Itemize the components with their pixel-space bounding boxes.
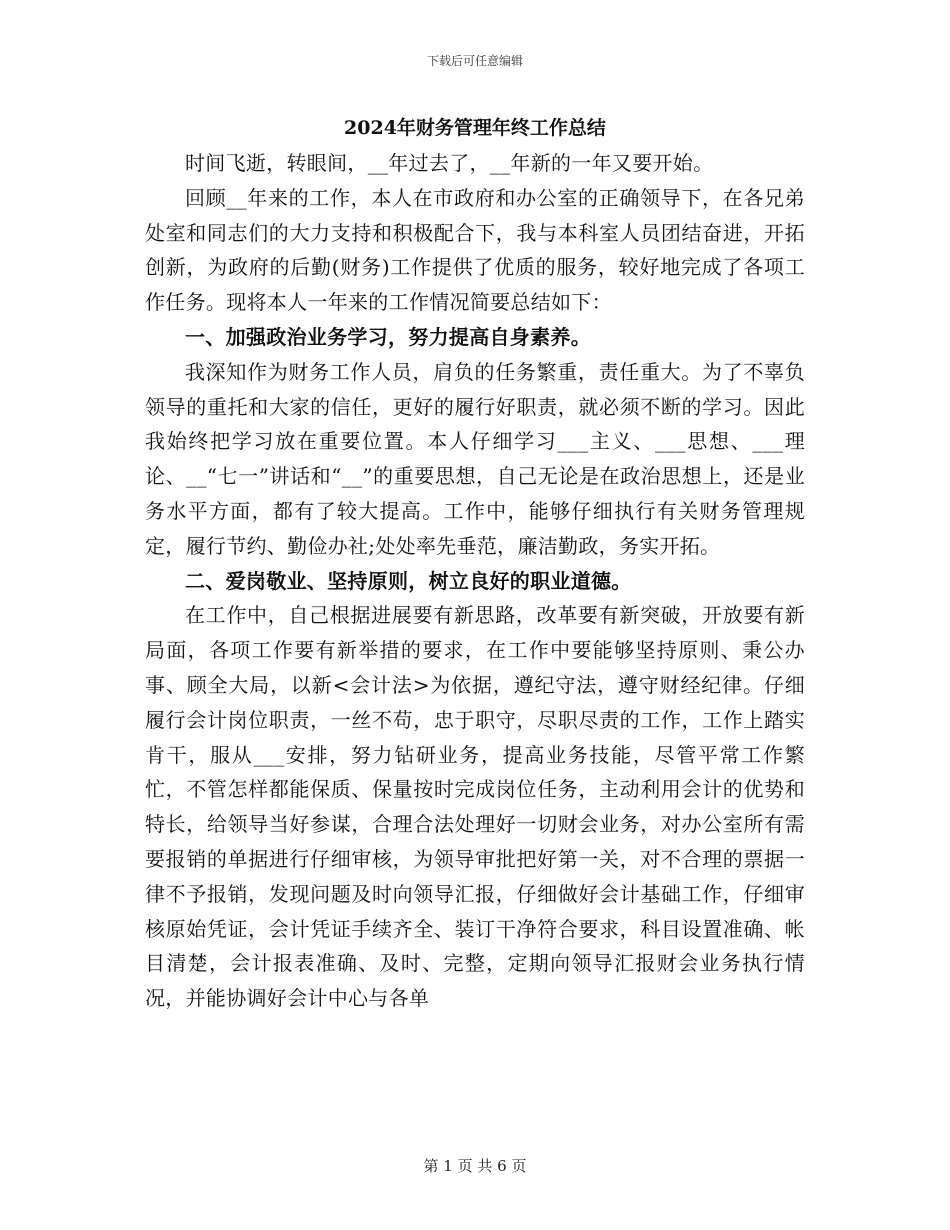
intro-paragraph: 时间飞逝，转眼间，__年过去了，__年新的一年又要开始。	[185, 151, 714, 175]
page-number: 第 1 页 共 6 页	[423, 1157, 527, 1175]
document-body	[145, 146, 805, 1016]
section-1-paragraph: 我深知作为财务工作人员，肩负的任务繁重，责任重大。为了不辜负领导的重托和大家的信任，更好的履行好职责，就必须不断的学习。因此我始终把学习放在重要位置。本人仔细学习___主义、___思想、___理论、__“七一”讲话和“__”的重要思想，自己无论是在政治思想上，还是业务水平方面，都有了较大提高。工作中，能够仔细执行有关财务管理规定，履行节约、勤俭办社;处处率先垂范，廉洁勤政，务实开拓。	[145, 359, 805, 558]
document-title: 2024年财务管理年终工作总结	[344, 117, 606, 139]
section-heading-2: 二、爱岗敬业、坚持原则，树立良好的职业道德。	[185, 568, 632, 593]
section-heading-1: 一、加强政治业务学习，努力提高自身素养。	[185, 324, 591, 349]
page-header-note: 下载后可任意编辑	[426, 54, 523, 68]
review-paragraph: 回顾__年来的工作，本人在市政府和办公室的正确领导下，在各兄弟处室和同志们的大力支持和积极配合下，我与本科室人员团结奋进，开拓创新，为政府的后勤(财务)工作提供了优质的服务，较好地完成了各项工作任务。现将本人一年来的工作情况简要总结如下：	[145, 185, 805, 315]
section-2-paragraph: 在工作中，自己根据进展要有新思路，改革要有新突破，开放要有新局面，各项工作要有新举措的要求，在工作中要能够坚持原则、秉公办事、顾全大局，以新<会计法>为依据，遵纪守法，遵守财经纪律。仔细履行会计岗位职责，一丝不苟，忠于职守，尽职尽责的工作，工作上踏实肯干，服从___安排，努力钻研业务，提高业务技能，尽管平常工作繁忙，不管怎样都能保质、保量按时完成岗位任务，主动利用会计的优势和特长，给领导当好参谋，合理合法处理好一切财会业务，对办公室所有需要报销的单据进行仔细审核，为领导审批把好第一关，对不合理的票据一律不予报销，发现问题及时向领导汇报，仔细做好会计基础工作，仔细审核原始凭证，会计凭证手续齐全、装订干净符合要求，科目设置准确、帐目清楚，会计报表准确、及时、完整，定期向领导汇报财会业务执行情况，并能协调好会计中心与各单	[145, 603, 805, 1011]
